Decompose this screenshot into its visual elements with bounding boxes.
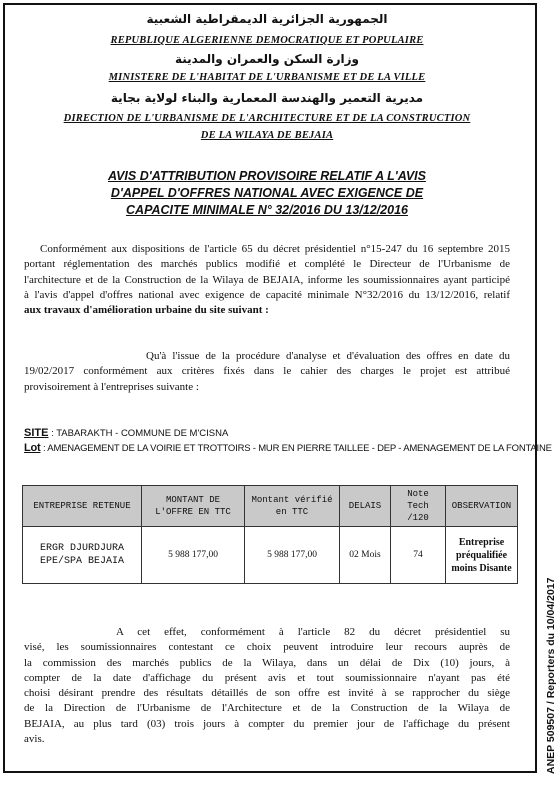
recourse-line-3: la commission des marchés publics de la Wilaya, dans un délai de Dix (10) jours, à bbox=[24, 656, 510, 669]
intro-line-5 bbox=[24, 303, 510, 318]
cell-montant: 5 988 177,00 bbox=[142, 527, 245, 584]
award-line-2: 19/02/2017 conformément aux critères fixés dans le cahier des charges le projet est attribué bbox=[24, 365, 510, 378]
cell-montant-verifie: 5 988 177,00 bbox=[245, 527, 340, 584]
award-paragraph bbox=[24, 349, 510, 395]
header-french-republic: REPUBLIQUE ALGERIENNE DEMOCRATIQUE ET POPULAIRE bbox=[110, 35, 424, 46]
col-montant-verifie: Montant vérifié en TTC bbox=[245, 486, 340, 527]
cell-note: 74 bbox=[391, 527, 446, 584]
table-header-row bbox=[23, 486, 518, 527]
col-entreprise: ENTREPRISE RETENUE bbox=[23, 486, 142, 527]
site-key: SITE bbox=[24, 427, 49, 439]
col-observation: OBSERVATION bbox=[446, 486, 518, 527]
header-french-ministry: MINISTERE DE L'HABITAT DE L'URBANISME ET DE LA VILLE bbox=[108, 72, 426, 83]
entreprise-type: EPE/SPA BEJAIA bbox=[39, 556, 124, 567]
recourse-paragraph bbox=[24, 625, 510, 747]
intro-line-4: à l'avis d'appel d'offres national avec exigence de capacité minimale N°32/2016 du 13/12/2016, relatif bbox=[24, 288, 510, 301]
col-note: Note Tech /120 bbox=[391, 486, 446, 527]
obs-line-1: Entreprise bbox=[458, 536, 505, 548]
cell-delais: 02 Mois bbox=[340, 527, 391, 584]
recourse-line-6: de la Direction de l'Urbanisme de l'Architecture et de la Construction de la Wilaya de bbox=[24, 702, 510, 715]
lot-line bbox=[24, 441, 552, 456]
publication-reference: ANEP 509507 / Reporters du 10/04/2017 bbox=[545, 577, 557, 774]
col-delais: DELAIS bbox=[340, 486, 391, 527]
intro-works-emphasis: aux travaux d'amélioration urbaine bbox=[24, 304, 192, 317]
header-arabic-direction: مديرية التعمير والهندسة المعمارية والبناء لولاية بجاية bbox=[110, 91, 424, 105]
lot-key: Lot bbox=[24, 442, 41, 454]
header-french-direction-2: DE LA WILAYA DE BEJAIA bbox=[200, 130, 334, 141]
recourse-line-7: BEJAIA, au plus tard (03) trois jours à compter du premier jour de l'affichage du présent bbox=[24, 717, 510, 730]
obs-line-2: préqualifiée bbox=[455, 549, 508, 561]
recourse-line-1: A cet effet, conformément à l'article 82 du décret présidentiel su bbox=[116, 626, 510, 638]
notice-title-line-1: AVIS D'ATTRIBUTION PROVISOIRE RELATIF A L'AVIS bbox=[108, 169, 426, 183]
intro-line-2: portant réglementation des marchés publics modifié et complété le Directeur de l'Urbanisme de bbox=[24, 258, 510, 271]
recourse-line-4: compter de la date d'affichage du présent avis et tout soumissionnaire n'ayant pas été bbox=[24, 671, 510, 684]
lot-value: : AMENAGEMENT DE LA VOIRIE ET TROTTOIRS - MUR EN PIERRE TAILLEE - DEP - AMENAGEMENT DE LA FONTAINE bbox=[40, 443, 552, 454]
award-table bbox=[22, 485, 518, 584]
header-arabic-ministry: وزارة السكن والعمران والمدينة bbox=[174, 52, 360, 66]
site-block bbox=[24, 426, 552, 456]
obs-line-3: moins Disante bbox=[451, 562, 512, 574]
site-value: : TABARAKTH - COMMUNE DE M'CISNA bbox=[48, 428, 229, 439]
intro-line-5-end: du site suivant : bbox=[191, 304, 269, 317]
cell-entreprise bbox=[23, 527, 142, 584]
table-row bbox=[23, 527, 518, 584]
award-line-1: Qu'à l'issue de la procédure d'analyse et d'évaluation des offres en date du bbox=[146, 350, 510, 362]
header-arabic-republic: الجمهورية الجزائرية الديمقراطية الشعبية bbox=[146, 12, 388, 26]
entreprise-name: ERGR DJURDJURA bbox=[39, 543, 124, 554]
notice-title bbox=[12, 168, 522, 219]
intro-line-3: l'architecture et de la Construction de la Wilaya de BEJAIA, informe les soumissionnaires ayant participé bbox=[24, 273, 510, 286]
recourse-line-2: visé, les soumissionnaires contestant ce choix peuvent introduire leur recours auprès de bbox=[24, 641, 510, 654]
site-line bbox=[24, 426, 514, 441]
header-french-direction-1: DIRECTION DE L'URBANISME DE L'ARCHITECTURE ET DE LA CONSTRUCTION bbox=[63, 113, 471, 124]
notice-title-line-3: CAPACITE MINIMALE N° 32/2016 DU 13/12/2016 bbox=[126, 203, 408, 217]
recourse-line-8: avis. bbox=[24, 733, 45, 746]
notice-title-line-2: D'APPEL D'OFFRES NATIONAL AVEC EXIGENCE DE bbox=[110, 186, 424, 200]
col-montant: MONTANT DE L'OFFRE EN TTC bbox=[142, 486, 245, 527]
intro-paragraph bbox=[24, 242, 510, 318]
intro-line-1: Conformément aux dispositions de l'article 65 du décret présidentiel n°15-247 du 16 septembre 2015 bbox=[40, 243, 510, 255]
cell-observation bbox=[446, 527, 518, 584]
award-line-3: provisoirement à l'entreprises suivante : bbox=[24, 380, 199, 393]
recourse-line-5: choisi désirant prendre des résultats détaillés de son offre est invité à se rapprocher du siège bbox=[24, 687, 510, 700]
